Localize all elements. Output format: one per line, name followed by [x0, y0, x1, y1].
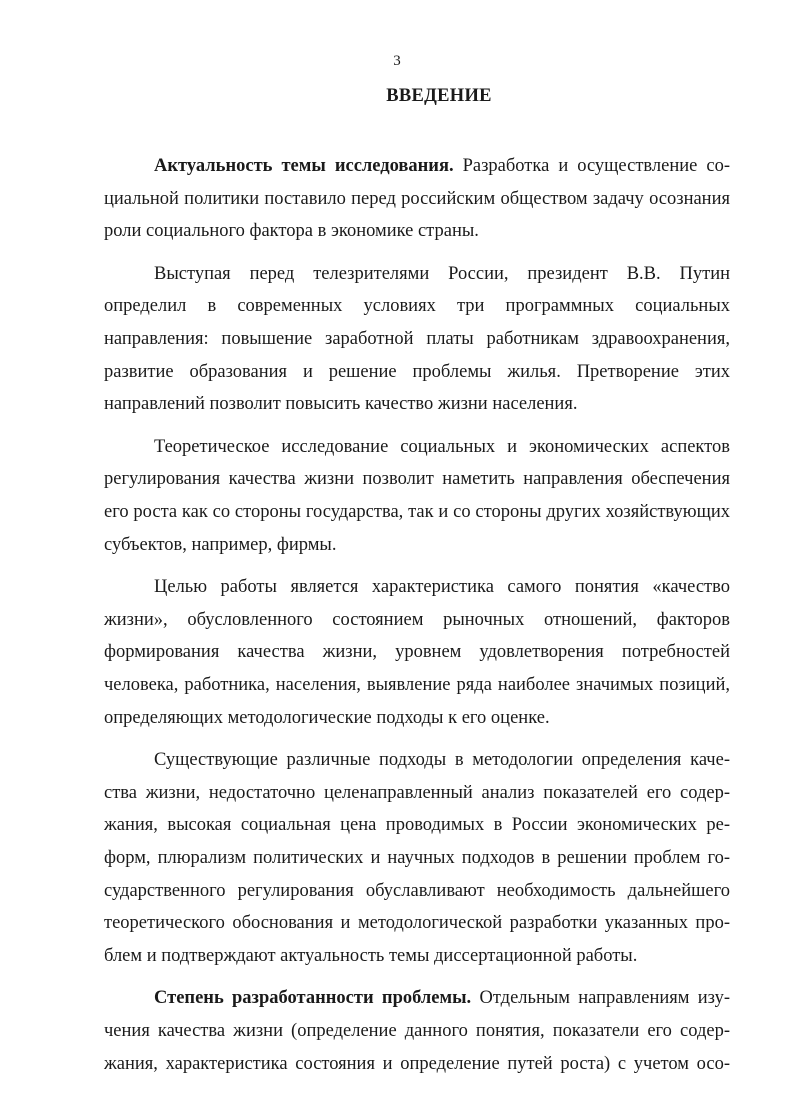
paragraph-text: Отдельным направлениям изучения качества жизни (определение данного понятия, показатели его содержания, характеристика состояния и определение путей роста) с учетом осо- [104, 988, 730, 1074]
paragraph-approaches [104, 744, 730, 973]
paragraph-text: Целью работы является характеристика самого понятия «качество жизни», обусловленного состоянием рыночных отношений, факторов формирования качества жизни, уровнем удовлетворения потребностей человека, работника, населения, выявление ряда наиболее значимых позиций, определяющих методологические подходы к его оценке. [104, 576, 730, 728]
paragraph-lead: Актуальность темы исследования. [154, 156, 454, 176]
paragraph-theory [104, 431, 730, 562]
body-text [104, 150, 730, 1090]
paragraph-text: Существующие различные подходы в методологии определения качества жизни, недостаточно целенаправленный анализ показателей его содержания, высокая социальная цена проводимых в России экономических реформ, плюрализм политических и научных подходов в решении проблем государственного регулирования обуславливают необходимость дальнейшего теоретического обоснования и методологической разработки указанных проблем и подтверждают актуальность темы диссертационной работы. [104, 749, 730, 967]
paragraph-goal [104, 571, 730, 735]
paragraph-relevance [104, 150, 730, 248]
paragraph-text: Выступая перед телезрителями России, президент В.В. Путин определил в современных условиях три программных социальных направления: повышение заработной платы работникам здравоохранения, развитие образования и решение проблемы жилья. Претворение этих направлений позволит повысить качество жизни населения. [104, 263, 730, 415]
page-number: 3 [393, 53, 401, 69]
section-heading: ВВЕДЕНИЕ [386, 86, 492, 106]
paragraph-lead: Степень разработанности проблемы. [154, 988, 472, 1009]
paragraph-text: Теоретическое исследование социальных и экономических аспектов регулирования качества жизни позволит наметить направления обеспечения его роста как со стороны государства, так и со стороны других хозяйствующих субъектов, например, фирмы. [104, 436, 730, 555]
paragraph-president [104, 258, 730, 422]
paragraph-text: Разработка и осуществление социальной политики поставило перед российским обществом задачу осознания роли социального фактора в экономике страны. [104, 156, 730, 242]
paragraph-degree [104, 982, 730, 1080]
